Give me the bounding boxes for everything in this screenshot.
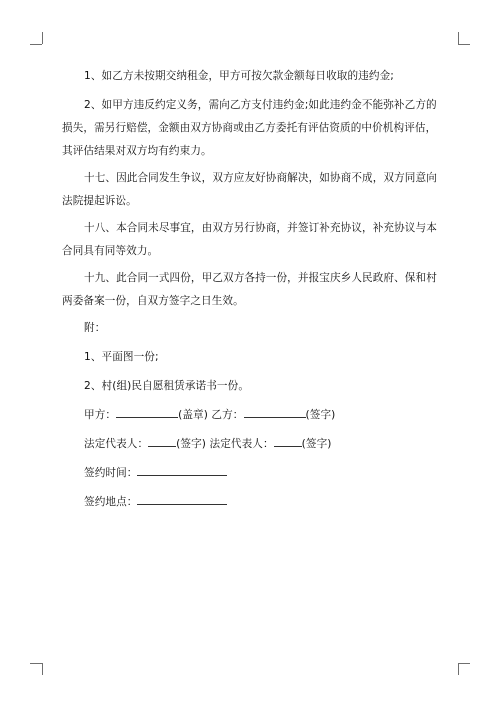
party-a-suffix: (盖章) xyxy=(178,409,208,421)
rep-a-label: 法定代表人： xyxy=(84,438,149,450)
rep-b-blank[interactable] xyxy=(274,434,302,447)
signing-date-blank[interactable] xyxy=(137,463,227,476)
party-b-blank[interactable] xyxy=(244,405,306,418)
clause-17-dispute: 十七、因此合同发生争议，双方应友好协商解决，如协商不成，双方同意向法院提起诉讼。 xyxy=(62,172,437,207)
signing-place-blank[interactable] xyxy=(137,492,227,505)
party-signature-line xyxy=(62,404,442,427)
party-b-suffix: (签字) xyxy=(305,409,336,421)
appendix-item-lease-commitment: 2、村(组)民自愿租赁承诺书一份。 xyxy=(84,380,250,392)
signing-date-line xyxy=(62,462,442,485)
clause-19-copies: 十九、此合同一式四份，甲乙双方各持一份，并报宝庆乡人民政府、保和村两委备案一份，自双方签字之日生效。 xyxy=(62,272,437,307)
clause-penalty-obligation: 2、如甲方违反约定义务，需向乙方支付违约金;如此违约金不能弥补乙方的损失，需另行赔偿，金额由双方协商或由乙方委托有评估资质的中价机构评估，其评估结果对双方均有约束力。 xyxy=(62,99,437,157)
document-body xyxy=(62,65,442,520)
rep-a-suffix: (签字) xyxy=(176,438,207,450)
appendix-title: 附： xyxy=(84,322,106,334)
rep-b-suffix: (签字) xyxy=(301,438,332,450)
clause-18-supplement: 十八、本合同未尽事宜，由双方另行协商，并签订补充协议，补充协议与本合同具有同等效力。 xyxy=(62,222,437,257)
party-b-label: 乙方： xyxy=(211,409,244,421)
clause-penalty-rent: 1、如乙方未按期交纳租金，甲方可按欠款金额每日收取的违约金; xyxy=(84,70,394,82)
party-a-blank[interactable] xyxy=(116,405,178,418)
signing-place-label: 签约地点： xyxy=(84,496,138,508)
signing-place-line xyxy=(62,491,442,514)
representative-signature-line xyxy=(62,433,442,456)
appendix-item-floor-plan: 1、平面图一份; xyxy=(84,351,159,363)
rep-a-blank[interactable] xyxy=(148,434,176,447)
signing-date-label: 签约时间： xyxy=(84,467,138,479)
rep-b-label: 法定代表人： xyxy=(209,438,274,450)
party-a-label: 甲方： xyxy=(84,409,117,421)
